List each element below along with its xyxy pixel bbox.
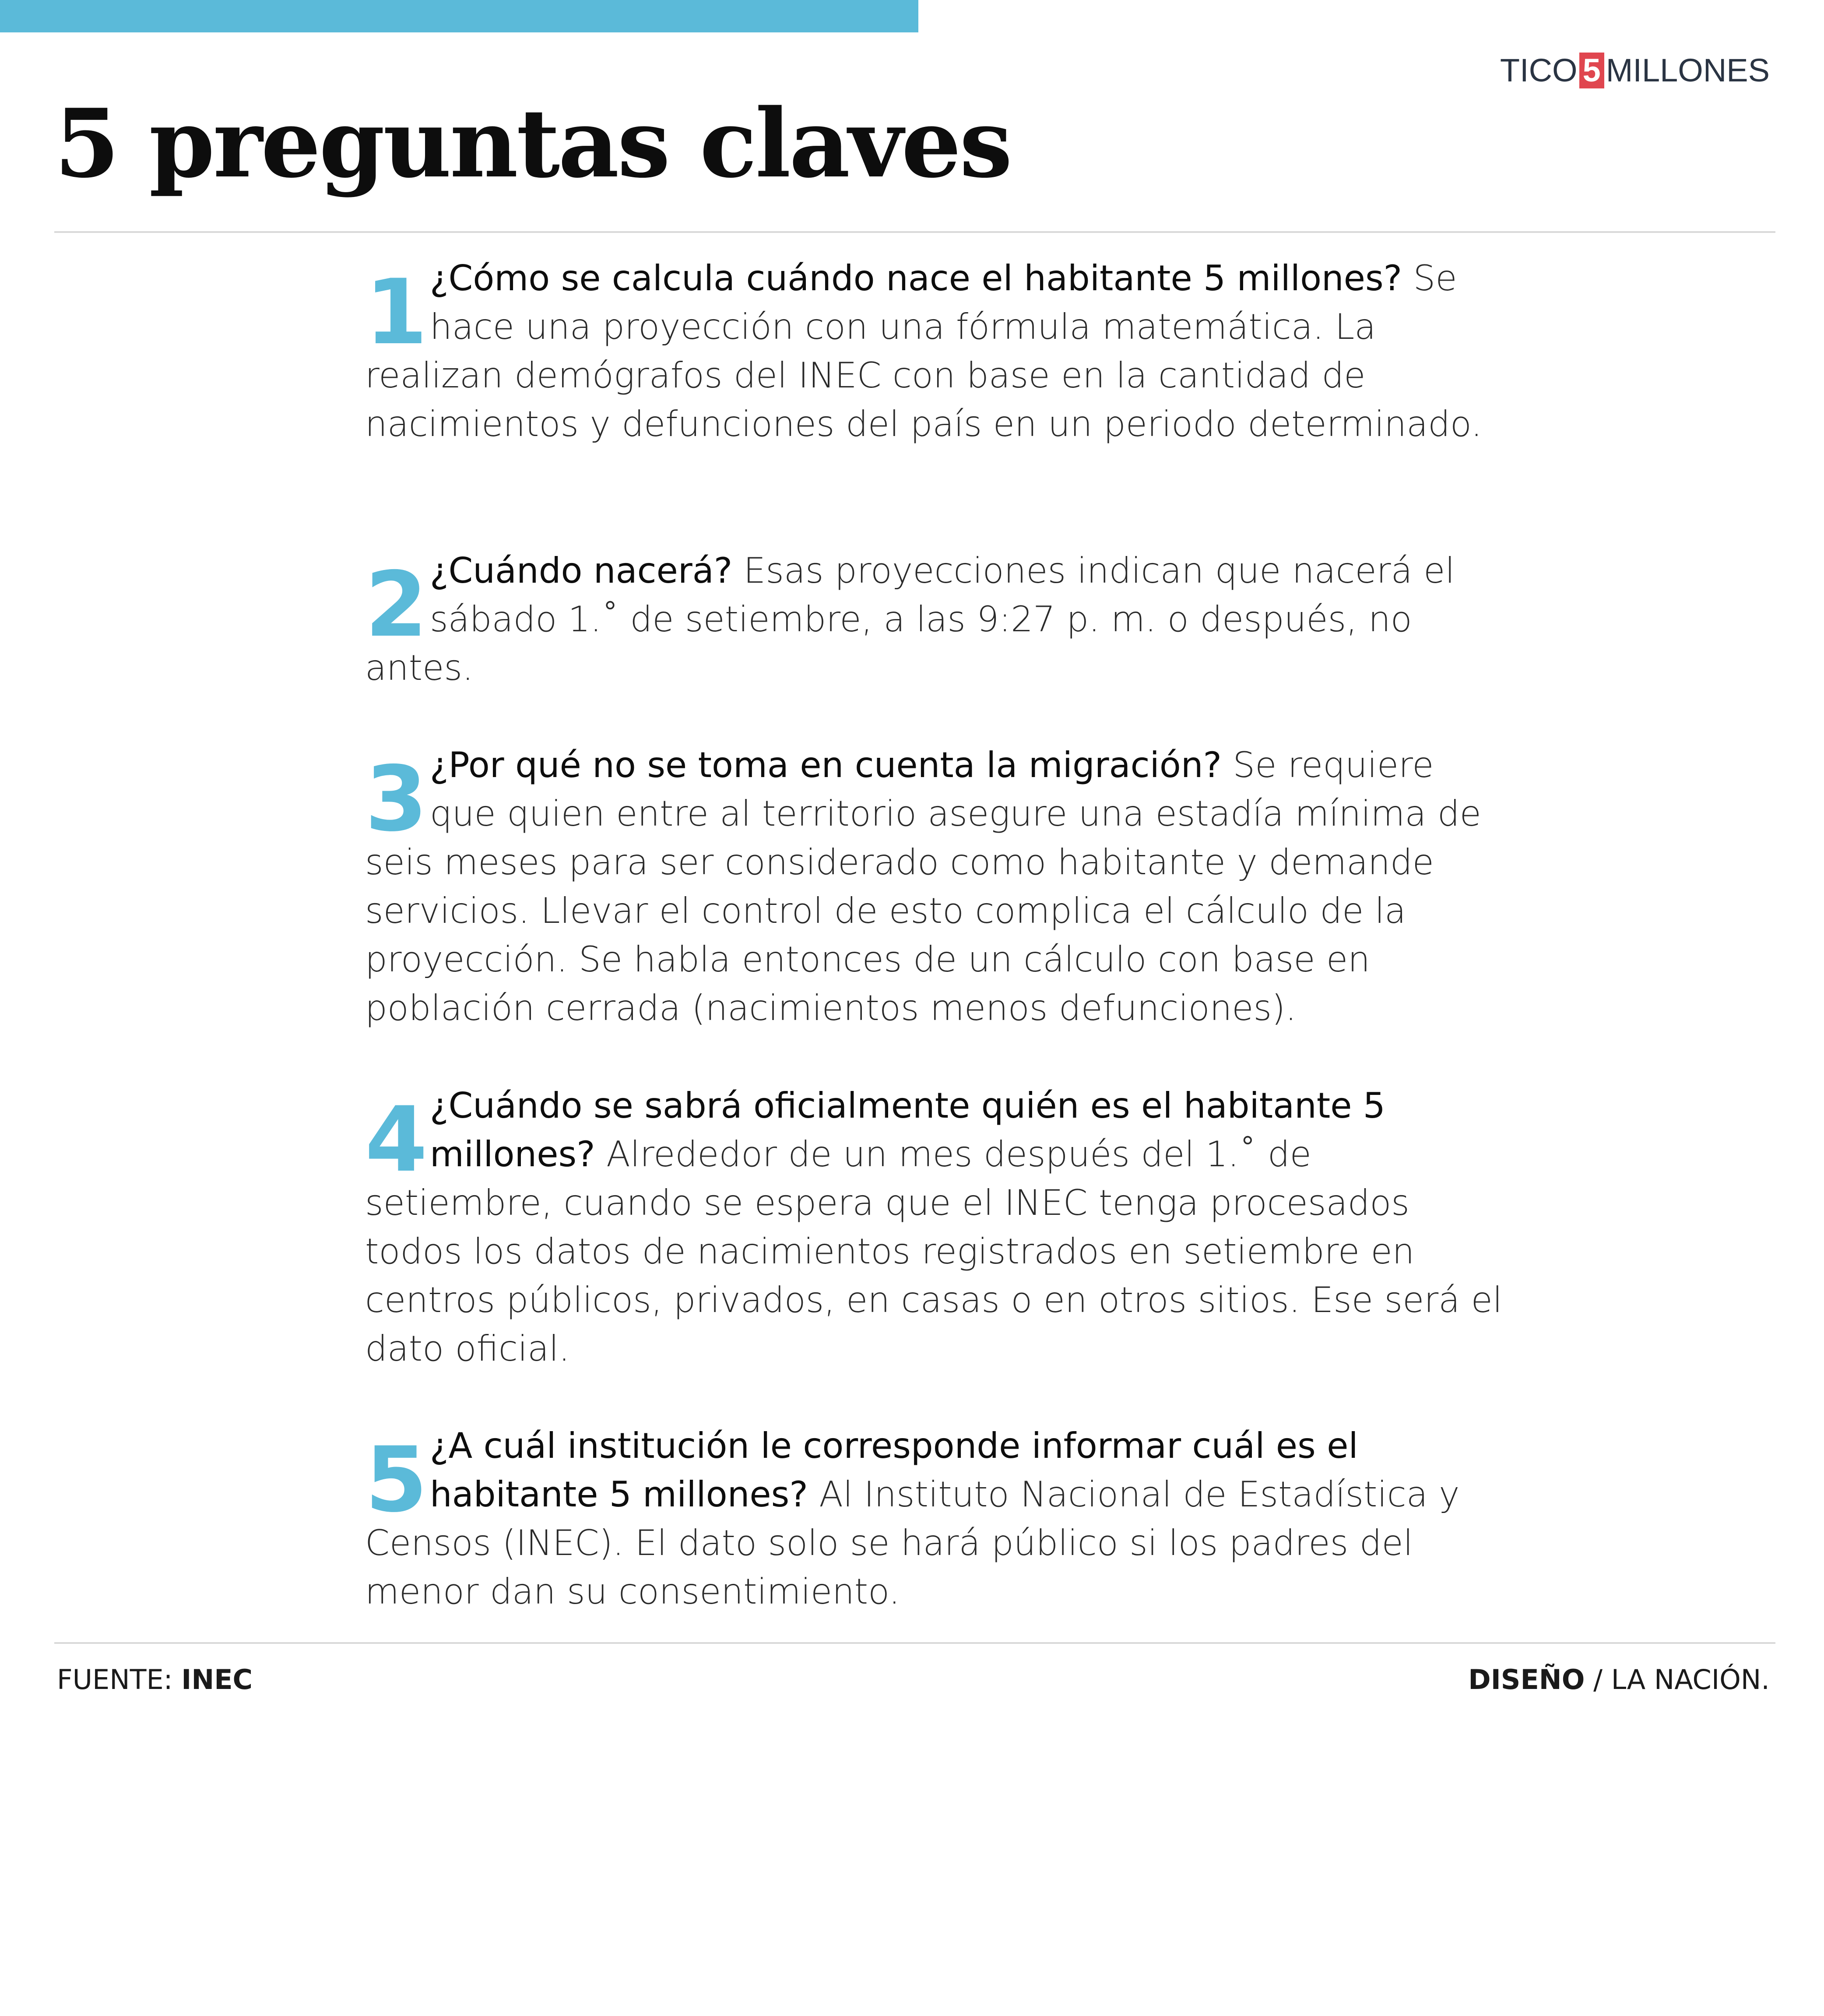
design-value: LA NACIÓN. <box>1611 1664 1770 1696</box>
top-divider <box>54 231 1775 233</box>
answer-text: Al Instituto Nacional de Estadística y Censos (INEC). El dato solo se hará público si los padres del menor dan su consentimiento. <box>365 1474 1460 1612</box>
brand-prefix: TICO <box>1500 52 1578 88</box>
design-separator: / <box>1593 1664 1603 1696</box>
design-label: DISEÑO <box>1468 1664 1585 1696</box>
brand-suffix: MILLONES <box>1606 52 1770 88</box>
design-credit <box>1468 1664 1770 1696</box>
question-number: 3 <box>365 747 428 851</box>
question-text: ¿Cómo se calcula cuándo nace el habitante 5 millones? <box>430 258 1402 299</box>
answer-text: Se requiere que quien entre al territorio asegure una estadía mínima de seis meses para ser considerado como habitante y demande servicios. Llevar el control de esto complica el cálculo de la proyección. Se habla entonces de un cálculo con base en población cerrada (nacimientos menos defunciones). <box>365 745 1481 1028</box>
brand-number-badge: 5 <box>1579 53 1604 88</box>
question-text: ¿A cuál institución le corresponde informar cuál es el habitante 5 millones? <box>430 1425 1358 1515</box>
answer-text: Se hace una proyección con una fórmula matemática. La realizan demógrafos del INEC con base en la cantidad de nacimientos y defunciones del país en un periodo determinado. <box>365 258 1482 444</box>
question-item-1 <box>365 254 1503 448</box>
question-item-4 <box>365 1081 1503 1373</box>
source-credit <box>57 1664 253 1696</box>
question-number: 1 <box>365 260 428 365</box>
question-number: 4 <box>365 1088 428 1192</box>
answer-text: Esas proyecciones indican que nacerá el sábado 1.˚ de setiembre, a las 9:27 p. m. o después, no antes. <box>365 550 1455 688</box>
question-text: ¿Por qué no se toma en cuenta la migración? <box>430 745 1222 785</box>
question-text: ¿Cuándo nacerá? <box>430 550 733 591</box>
question-text: ¿Cuándo se sabrá oficialmente quién es el habitante 5 millones? <box>430 1085 1385 1175</box>
question-number: 2 <box>365 553 428 657</box>
answer-text: Alrededor de un mes después del 1.˚ de setiembre, cuando se espera que el INEC tenga procesados todos los datos de nacimientos registrados en setiembre en centros públicos, privados, en casas o en otros sitios. Ese será el dato oficial. <box>365 1134 1503 1369</box>
page-title: 5 preguntas claves <box>54 88 1011 199</box>
top-accent-bar <box>0 0 918 32</box>
source-value: INEC <box>181 1664 253 1696</box>
question-number: 5 <box>365 1428 428 1532</box>
bottom-divider <box>54 1642 1775 1644</box>
brand-logo <box>1500 52 1770 89</box>
question-item-3 <box>365 741 1503 1032</box>
source-label: FUENTE: <box>57 1664 173 1696</box>
question-item-5 <box>365 1421 1503 1616</box>
question-item-2 <box>365 546 1503 692</box>
